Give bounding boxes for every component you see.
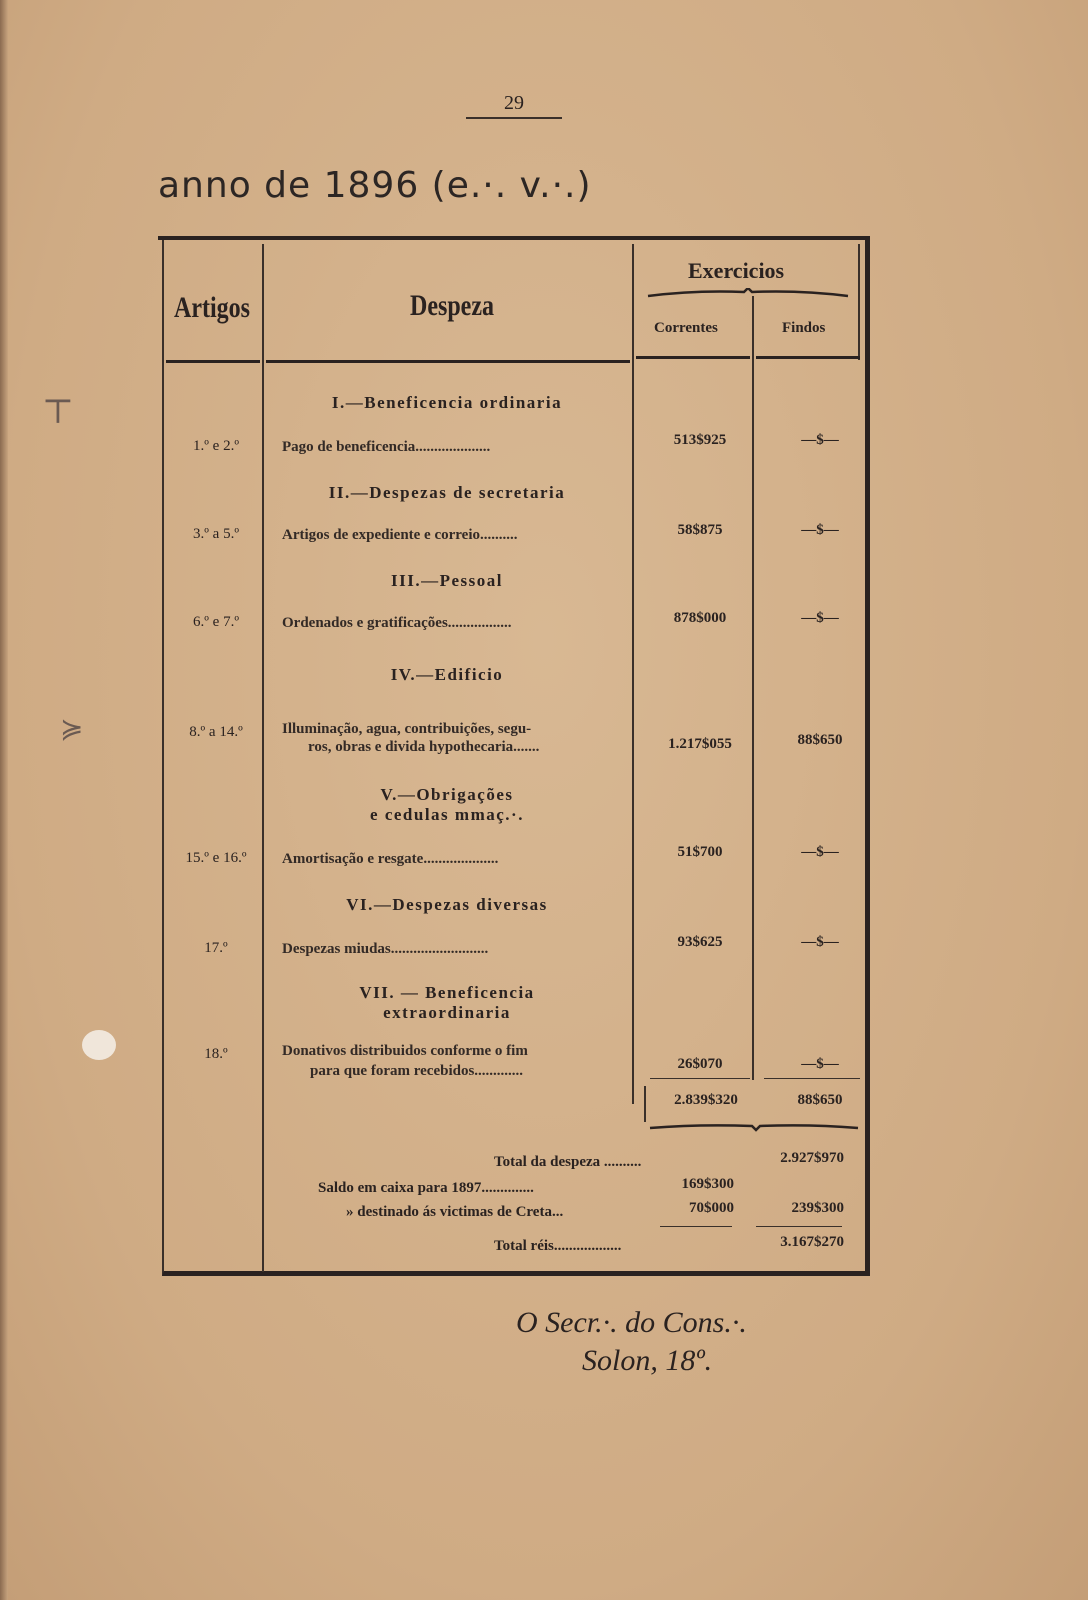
header-rule	[166, 360, 260, 363]
page-number: 29	[466, 92, 562, 119]
row-despeza-line1: Illuminação, agua, contribuições, segu-	[282, 721, 532, 737]
row-despeza: Pago de beneficencia....................	[282, 439, 491, 455]
header-brace	[646, 288, 850, 298]
total-brace	[648, 1122, 860, 1132]
row-artigos: 3.º a 5.º	[193, 526, 239, 542]
row-correntes: 26$070	[677, 1056, 723, 1072]
row-correntes: 878$000	[673, 610, 727, 626]
row-artigos: 6.º e 7.º	[193, 614, 239, 630]
row-correntes: 93$625	[677, 934, 723, 950]
row-despeza: Despezas miudas..........................	[282, 941, 489, 957]
header-artigos: Artigos	[174, 292, 250, 325]
section-heading: I.—Beneficencia ordinaria	[331, 393, 563, 412]
total-rule	[756, 1226, 842, 1227]
header-findos: Findos	[782, 320, 826, 336]
margin-mark-icon: ⊤	[42, 394, 74, 431]
row-artigos: 18.º	[204, 1046, 228, 1062]
column-divider	[262, 244, 264, 1272]
header-rule	[636, 356, 750, 359]
total-despeza-label: Total da despeza ..........	[494, 1154, 642, 1170]
signature-line2: Solon, 18º.	[582, 1344, 713, 1377]
section-heading: VI.—Despezas diversas	[346, 895, 548, 914]
row-artigos: 17.º	[204, 940, 228, 956]
total-reis-value: 3.167$270	[780, 1234, 844, 1250]
saldo-sum-value: 239$300	[791, 1200, 844, 1216]
margin-mark-icon: ≽	[60, 714, 84, 745]
row-correntes: 513$925	[673, 432, 727, 448]
row-despeza: Artigos de expediente e correio..........	[282, 527, 518, 543]
row-despeza-line2: ros, obras e divida hypothecaria.......	[308, 739, 540, 755]
total-reis-label: Total réis..................	[494, 1238, 622, 1254]
page-edge	[0, 0, 8, 1600]
row-findos: —$—	[801, 432, 839, 448]
row-despeza-line1: Donativos distribuidos conforme o fim	[282, 1043, 528, 1059]
row-despeza-line2: para que foram recebidos.............	[310, 1063, 524, 1079]
total-despeza-value: 2.927$970	[780, 1150, 844, 1166]
subtotal-correntes: 2.839$320	[674, 1092, 738, 1108]
saldo-label: Saldo em caixa para 1897..............	[318, 1180, 534, 1196]
section-heading-line1: VII. — Beneficencia	[359, 983, 535, 1002]
section-heading-line2: extraordinaria	[383, 1003, 511, 1022]
row-despeza: Ordenados e gratificações.................	[282, 615, 512, 631]
row-correntes: 58$875	[677, 522, 723, 538]
column-divider	[632, 244, 634, 1104]
header-exercicios: Exercicios	[688, 258, 785, 283]
section-heading-line2: e cedulas mmaç.·.	[370, 805, 524, 824]
row-correntes: 1.217$055	[668, 736, 732, 752]
table-top-rule	[158, 236, 870, 240]
row-findos: —$—	[801, 522, 839, 538]
column-divider	[752, 296, 754, 1080]
header-rule	[266, 360, 630, 363]
row-findos: —$—	[801, 934, 839, 950]
row-artigos: 15.º e 16.º	[185, 850, 247, 866]
total-rule	[660, 1226, 732, 1227]
saldo-value: 169$300	[681, 1176, 734, 1192]
section-heading: III.—Pessoal	[391, 571, 503, 590]
section-heading-line1: V.—Obrigações	[380, 785, 514, 804]
subtotal-rule	[764, 1078, 860, 1079]
row-artigos: 8.º a 14.º	[189, 724, 243, 740]
creta-value: 70$000	[689, 1200, 734, 1216]
row-findos: —$—	[801, 844, 839, 860]
subtotal-findos: 88$650	[797, 1092, 843, 1108]
page-title: anno de 1896 (e.·. v.·.)	[158, 165, 592, 206]
binding-hole	[82, 1030, 116, 1060]
row-correntes: 51$700	[677, 844, 723, 860]
header-despeza: Despeza	[410, 290, 494, 323]
subtotal-rule	[650, 1078, 750, 1079]
row-despeza: Amortisação e resgate....................	[282, 851, 499, 867]
column-divider	[858, 244, 860, 360]
creta-label: » destinado ás victimas de Creta...	[346, 1204, 564, 1220]
row-findos: —$—	[801, 610, 839, 626]
row-artigos: 1.º e 2.º	[193, 438, 239, 454]
section-heading: II.—Despezas de secretaria	[328, 483, 566, 502]
section-heading: IV.—Edificio	[390, 665, 504, 684]
row-findos: 88$650	[797, 732, 843, 748]
signature-line1: O Secr.·. do Cons.·.	[516, 1306, 747, 1339]
row-findos: —$—	[801, 1056, 839, 1072]
header-rule	[756, 356, 860, 359]
header-correntes: Correntes	[654, 320, 718, 336]
